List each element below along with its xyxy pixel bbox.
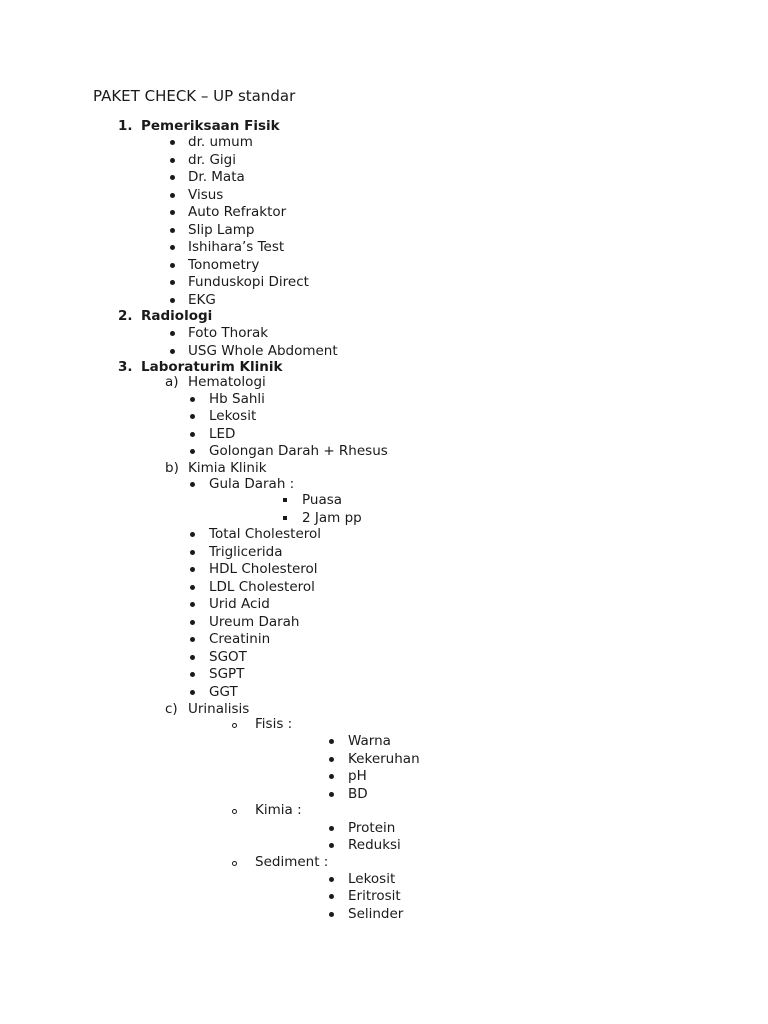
list-item: Warna (348, 733, 391, 749)
bullet-dot (170, 175, 175, 180)
group-label: Kimia : (255, 802, 302, 818)
section-2-heading: Radiologi (141, 308, 213, 324)
section-3-heading: Laboraturim Klinik (141, 359, 283, 375)
list-item: SGOT (209, 649, 247, 665)
list-item: Total Cholesterol (209, 526, 322, 542)
subsection-b-label: Kimia Klinik (188, 460, 267, 476)
bullet-dot (190, 637, 195, 642)
bullet-dot (170, 298, 175, 303)
list-item: Creatinin (209, 631, 271, 647)
section-1-heading: Pemeriksaan Fisik (141, 118, 280, 134)
bullet-square (283, 516, 287, 520)
bullet-dot (170, 263, 175, 268)
group-label: Fisis : (255, 716, 293, 732)
bullet-dot (170, 280, 175, 285)
list-item: USG Whole Abdoment (188, 343, 338, 359)
bullet-square (283, 498, 287, 502)
bullet-dot (190, 620, 195, 625)
list-item: Urid Acid (209, 596, 270, 612)
bullet-dot (190, 532, 195, 537)
list-item: 2 Jam pp (302, 510, 362, 526)
bullet-dot (329, 826, 334, 831)
list-item: HDL Cholesterol (209, 561, 318, 577)
list-item: Tonometry (188, 257, 260, 273)
bullet-dot (329, 894, 334, 899)
bullet-dot (190, 585, 195, 590)
bullet-dot (190, 672, 195, 677)
bullet-dot (190, 397, 195, 402)
list-item: pH (348, 768, 367, 784)
bullet-dot (329, 877, 334, 882)
bullet-dot (329, 757, 334, 762)
bullet-dot (190, 432, 195, 437)
list-item: Kekeruhan (348, 751, 420, 767)
list-item: LED (209, 426, 236, 442)
list-item: dr. Gigi (188, 152, 236, 168)
bullet-dot (170, 158, 175, 163)
subsection-c-letter: c) (165, 701, 178, 717)
bullet-dot (190, 550, 195, 555)
bullet-dot (329, 774, 334, 779)
list-item: Slip Lamp (188, 222, 255, 238)
list-item: GGT (209, 684, 238, 700)
bullet-circle (232, 723, 237, 728)
list-item: Eritrosit (348, 888, 401, 904)
list-item: LDL Cholesterol (209, 579, 315, 595)
subsection-b-letter: b) (165, 460, 179, 476)
bullet-dot (190, 690, 195, 695)
bullet-dot (170, 331, 175, 336)
list-item: SGPT (209, 666, 245, 682)
bullet-dot (329, 792, 334, 797)
list-item: Foto Thorak (188, 325, 269, 341)
list-item: Ishihara’s Test (188, 239, 285, 255)
list-item: Gula Darah : (209, 476, 295, 492)
bullet-dot (329, 912, 334, 917)
bullet-dot (190, 414, 195, 419)
bullet-dot (170, 210, 175, 215)
list-item: Funduskopi Direct (188, 274, 309, 290)
list-item: dr. umum (188, 134, 253, 150)
bullet-dot (190, 482, 195, 487)
list-item: Reduksi (348, 837, 401, 853)
bullet-dot (170, 245, 175, 250)
document-title: PAKET CHECK – UP standar (93, 87, 296, 105)
bullet-dot (190, 602, 195, 607)
list-item: Visus (188, 187, 224, 203)
list-item: Triglicerida (209, 544, 283, 560)
subsection-c-label: Urinalisis (188, 701, 250, 717)
section-1-number: 1. (118, 118, 133, 134)
list-item: BD (348, 786, 368, 802)
section-2-number: 2. (118, 308, 133, 324)
list-item: Protein (348, 820, 396, 836)
bullet-dot (170, 140, 175, 145)
list-item: Hb Sahli (209, 391, 265, 407)
bullet-circle (232, 809, 237, 814)
list-item: Golongan Darah + Rhesus (209, 443, 388, 459)
bullet-dot (190, 449, 195, 454)
bullet-dot (170, 193, 175, 198)
bullet-dot (329, 739, 334, 744)
subsection-a-letter: a) (165, 374, 179, 390)
list-item: Selinder (348, 906, 404, 922)
bullet-dot (329, 843, 334, 848)
bullet-dot (190, 655, 195, 660)
list-item: Ureum Darah (209, 614, 300, 630)
list-item: Auto Refraktor (188, 204, 287, 220)
bullet-dot (190, 567, 195, 572)
group-label: Sediment : (255, 854, 329, 870)
list-item: Lekosit (209, 408, 257, 424)
bullet-circle (232, 861, 237, 866)
list-item: Puasa (302, 492, 343, 508)
bullet-dot (170, 349, 175, 354)
bullet-dot (170, 228, 175, 233)
section-3-number: 3. (118, 359, 133, 375)
list-item: EKG (188, 292, 216, 308)
list-item: Lekosit (348, 871, 396, 887)
list-item: Dr. Mata (188, 169, 245, 185)
subsection-a-label: Hematologi (188, 374, 266, 390)
